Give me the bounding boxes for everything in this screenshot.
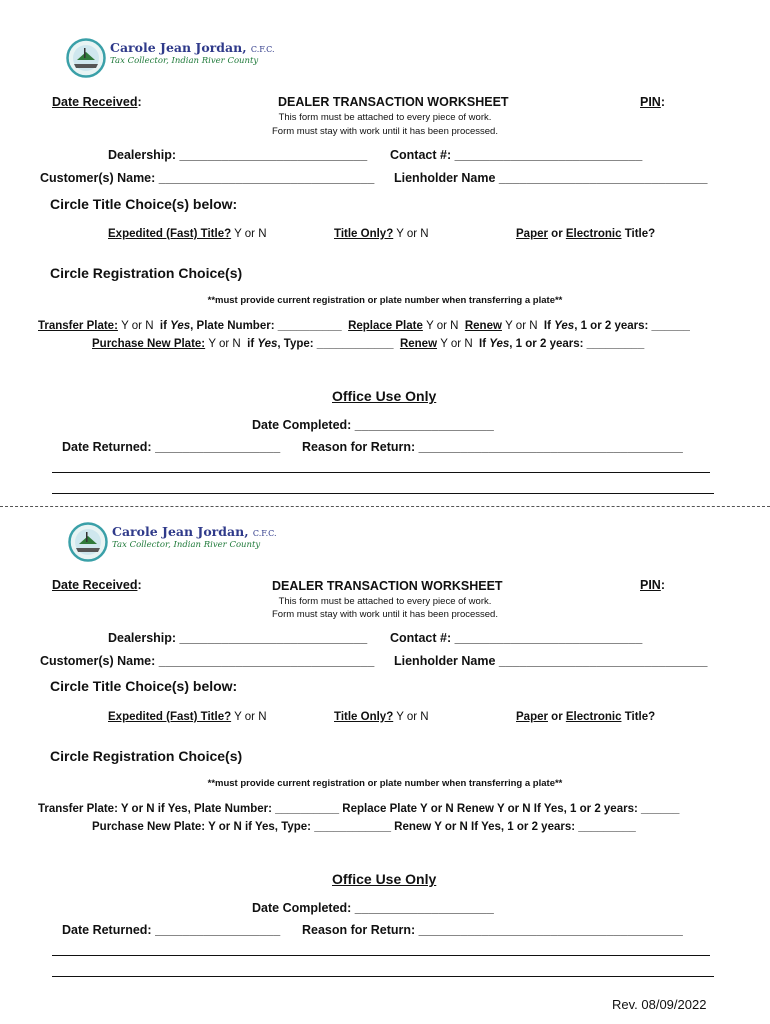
contact-field[interactable]: Contact #: ___________________________ [390,148,643,162]
date-received-label: Date Received: [52,578,142,592]
registration-note: **must provide current registration or plate number when transferring a plate** [207,778,563,789]
county-seal-icon [68,522,108,562]
paper-electronic-option[interactable]: Paper or Electronic Title? [516,711,656,723]
lienholder-field[interactable]: Lienholder Name ______________________________ [394,171,708,185]
registration-heading: Circle Registration Choice(s) [50,265,243,281]
customer-name-field[interactable]: Customer(s) Name: _______________________________ [40,171,375,185]
transfer-plate-line[interactable]: Transfer Plate: Y or N if Yes, Plate Number: __________ Replace Plate Y or N Renew Y or N If Yes, 1 or 2 years: ______ [38,320,690,332]
dealership-field[interactable]: Dealership: ___________________________ [108,148,368,162]
registration-heading: Circle Registration Choice(s) [50,748,243,764]
revision-date: Rev. 08/09/2022 [612,997,707,1012]
logo-subtitle: Tax Collector, Indian River County [110,56,259,66]
customer-name-field[interactable]: Customer(s) Name: _______________________________ [40,654,375,668]
date-completed-field[interactable]: Date Completed: ____________________ [252,418,494,432]
contact-field[interactable]: Contact #: ___________________________ [390,631,643,645]
tax-collector-logo [68,520,277,566]
purchase-plate-line[interactable]: Purchase New Plate: Y or N if Yes, Type: ____________ Renew Y or N If Yes, 1 or 2 years: _________ [92,821,636,833]
title-only-option[interactable]: Title Only? Y or N [334,228,429,240]
office-use-heading: Office Use Only [332,388,437,404]
blank-line[interactable] [52,472,710,473]
pin-label: PIN: [640,95,666,109]
dealership-field[interactable]: Dealership: ___________________________ [108,631,368,645]
purchase-plate-line[interactable]: Purchase New Plate: Y or N if Yes, Type: ____________ Renew Y or N If Yes, 1 or 2 years: _________ [92,338,645,350]
reason-field[interactable]: Reason for Return: ______________________________________ [302,923,683,937]
pin-label: PIN: [640,578,666,592]
stay-note: Form must stay with work until it has been processed. [272,126,498,137]
date-returned-field[interactable]: Date Returned: __________________ [62,923,281,937]
reason-field[interactable]: Reason for Return: ______________________________________ [302,440,683,454]
cut-line-divider [0,506,770,507]
form-title: DEALER TRANSACTION WORKSHEET [278,95,509,109]
attach-note: This form must be attached to every piece of work. [278,596,492,607]
stay-note: Form must stay with work until it has been processed. [272,609,498,620]
transfer-plate-line[interactable]: Transfer Plate: Y or N if Yes, Plate Number: __________ Replace Plate Y or N Renew Y or N If Yes, 1 or 2 years: ______ [38,803,680,815]
lienholder-field[interactable]: Lienholder Name ______________________________ [394,654,708,668]
expedited-title-option[interactable]: Expedited (Fast) Title? Y or N [108,711,267,723]
attach-note: This form must be attached to every piece of work. [278,112,492,123]
logo-subtitle: Tax Collector, Indian River County [112,540,261,550]
registration-note: **must provide current registration or plate number when transferring a plate** [207,295,563,306]
expedited-title-option[interactable]: Expedited (Fast) Title? Y or N [108,228,267,240]
date-returned-field[interactable]: Date Returned: __________________ [62,440,281,454]
blank-line[interactable] [52,955,710,956]
date-received-label: Date Received: [52,95,142,109]
blank-line[interactable] [52,976,714,977]
paper-electronic-option[interactable]: Paper or Electronic Title? [516,228,656,240]
form-title: DEALER TRANSACTION WORKSHEET [272,579,503,593]
title-choice-heading: Circle Title Choice(s) below: [50,678,238,694]
logo-name: Carole Jean Jordan, C.F.C. [112,524,277,539]
date-completed-field[interactable]: Date Completed: ____________________ [252,901,494,915]
title-choice-heading: Circle Title Choice(s) below: [50,196,238,212]
title-only-option[interactable]: Title Only? Y or N [334,711,429,723]
county-seal-icon [66,38,106,78]
tax-collector-logo [66,36,275,82]
office-use-heading: Office Use Only [332,871,437,887]
blank-line[interactable] [52,493,714,494]
logo-name: Carole Jean Jordan, C.F.C. [110,40,275,55]
